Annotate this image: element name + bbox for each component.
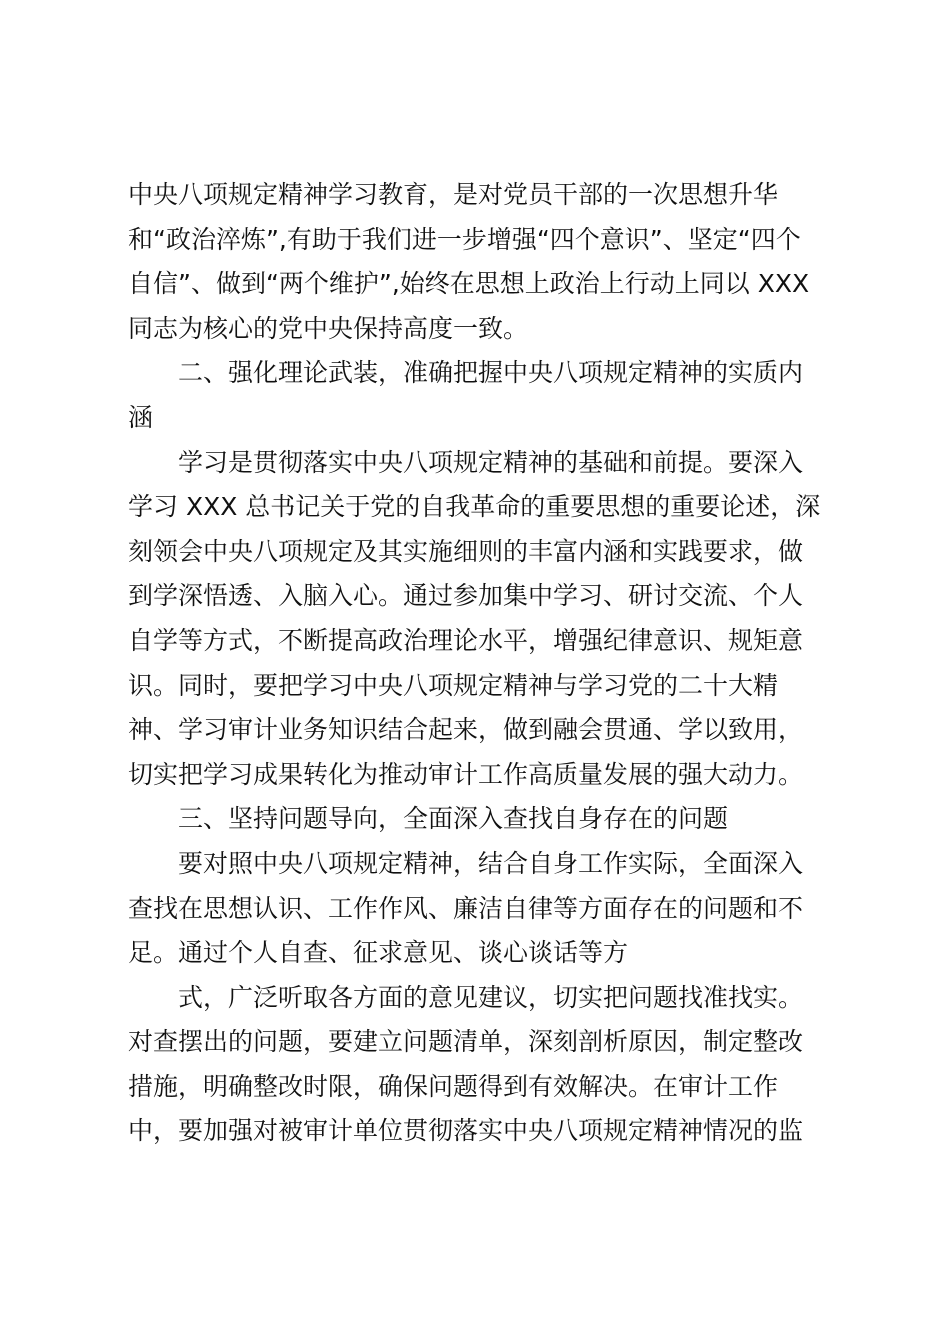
section-heading-2: 二、强化理论武装，准确把握中央八项规定精神的实质内 <box>178 358 804 388</box>
section-heading-2-cont: 涵 <box>128 402 154 432</box>
text-line: 中央八项规定精神学习教育，是对党员干部的一次思想升华 <box>128 180 779 209</box>
text-line: 对查摆出的问题，要建立问题清单，深刻剖析原因，制定整改 <box>128 1027 804 1057</box>
text-line: 到学深悟透、入脑入心。通过参加集中学习、研讨交流、个人 <box>128 581 804 611</box>
text-line: 同志为核心的党中央保持高度一致。 <box>128 313 529 343</box>
text-line: 要对照中央八项规定精神，结合自身工作实际，全面深入 <box>178 848 804 878</box>
text-line: 自信”、做到“两个维护”,始终在思想上政治上行动上同以 XXX <box>128 269 810 299</box>
text-line: 式，广泛听取各方面的意见建议，切实把问题找准找实。 <box>178 982 804 1012</box>
text-line: 措施，明确整改时限，确保问题得到有效解决。在审计工作 <box>128 1071 779 1101</box>
text-line: 刻领会中央八项规定及其实施细则的丰富内涵和实践要求，做 <box>128 536 804 566</box>
document-body <box>128 173 828 1154</box>
text-line: 中，要加强对被审计单位贯彻落实中央八项规定精神情况的监 <box>128 1116 804 1146</box>
text-line: 学习 XXX 总书记关于党的自我革命的重要思想的重要论述，深 <box>128 492 821 522</box>
text-line: 学习是贯彻落实中央八项规定精神的基础和前提。要深入 <box>178 447 804 477</box>
text-line: 足。通过个人自查、征求意见、谈心谈话等方 <box>128 938 629 968</box>
text-line: 查找在思想认识、工作作风、廉洁自律等方面存在的问题和不 <box>128 893 804 923</box>
text-line: 切实把学习成果转化为推动审计工作高质量发展的强大动力。 <box>128 759 804 789</box>
text-line: 自学等方式，不断提高政治理论水平，增强纪律意识、规矩意 <box>128 625 804 655</box>
text-line: 神、学习审计业务知识结合起来，做到融会贯通、学以致用， <box>128 715 804 745</box>
text-line: 和“政治淬炼”,有助于我们进一步增强“四个意识”、坚定“四个 <box>128 224 801 254</box>
section-heading-3: 三、坚持问题导向，全面深入查找自身存在的问题 <box>178 804 729 834</box>
text-line: 识。同时，要把学习中央八项规定精神与学习党的二十大精 <box>128 670 779 700</box>
